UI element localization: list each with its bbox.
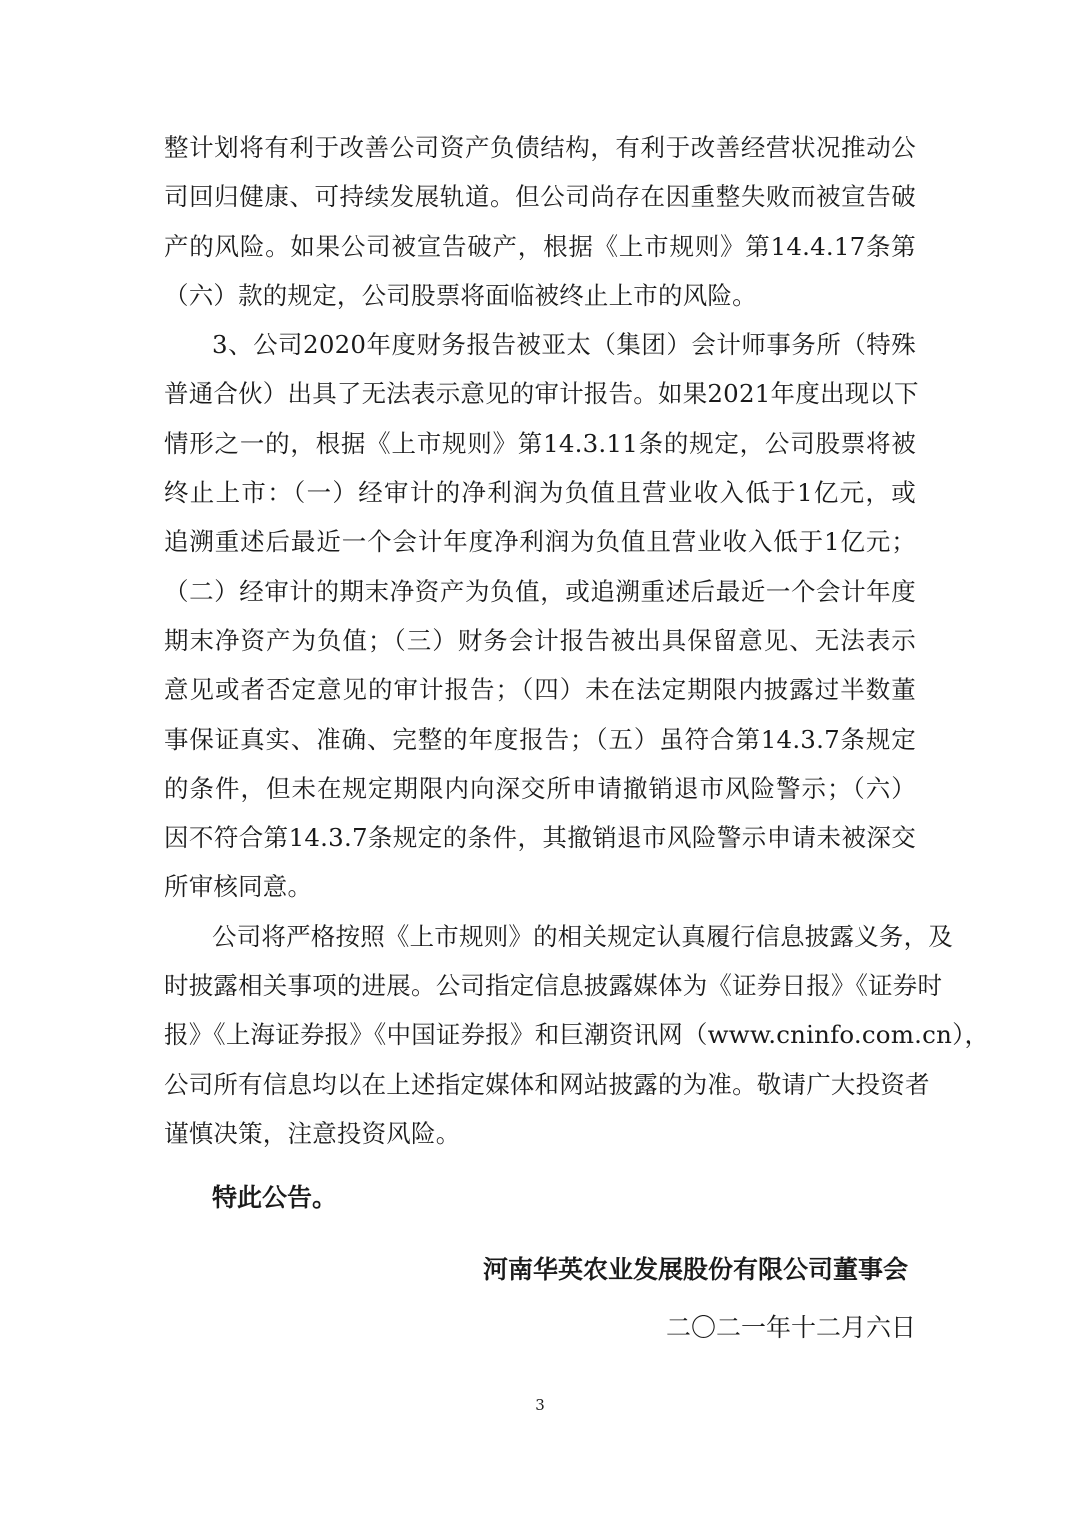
text-line: 普通合伙）出具了无法表示意见的审计报告。如果2021年度出现以下 [164,379,919,409]
text-line: 终止上市：（一）经审计的净利润为负值且营业收入低于1亿元，或 [164,478,916,508]
text-line: 谨慎决策，注意投资风险。 [164,1118,461,1148]
text-line: 意见或者否定意见的审计报告；（四）未在法定期限内披露过半数董 [164,675,916,705]
text-line: 的条件，但未在规定期限内向深交所申请撤销退市风险警示；（六） [164,773,916,803]
page-number: 3 [535,1396,545,1414]
body-text [164,123,990,1158]
text-line: 期末净资产为负值；（三）财务会计报告被出具保留意见、无法表示 [164,625,916,655]
text-line: 整计划将有利于改善公司资产负债结构，有利于改善经营状况推动公 [164,133,916,162]
text-line: 追溯重述后最近一个会计年度净利润为负值且营业收入低于1亿元； [164,527,916,557]
text-line: 司回归健康、可持续发展轨道。但公司尚存在因重整失败而被宣告破 [164,182,916,212]
text-line: 事保证真实、准确、完整的年度报告；（五）虽符合第14.3.7条规定 [164,724,916,754]
text-line: （二）经审计的期末净资产为负值，或追溯重述后最近一个会计年度 [164,576,916,606]
text-line: 因不符合第14.3.7条规定的条件，其撤销退市风险警示申请未被深交 [164,823,916,853]
text-line: 产的风险。如果公司被宣告破产，根据《上市规则》第14.4.17条第 [164,231,916,261]
text-line: 公司所有信息均以在上述指定媒体和网站披露的为准。敬请广大投资者 [164,1069,930,1099]
text-line: 报》《上海证券报》《中国证券报》和巨潮资讯网（www.cninfo.com.cn）， [164,1020,990,1050]
signature-date: 二〇二一年十二月六日 [665,1313,916,1342]
text-line: 3、公司2020年度财务报告被亚太（集团）会计师事务所（特殊 [212,330,916,360]
text-line: 情形之一的，根据《上市规则》第14.3.11条的规定，公司股票将被 [164,428,916,458]
text-line: 所审核同意。 [164,872,313,902]
closing-statement: 特此公告。 [212,1183,338,1212]
signature-company: 河南华英农业发展股份有限公司董事会 [482,1255,908,1284]
text-line: 时披露相关事项的进展。公司指定信息披露媒体为《证券日报》《证券时 [164,971,943,1001]
text-line: （六）款的规定，公司股票将面临被终止上市的风险。 [164,280,757,310]
text-line: 公司将严格按照《上市规则》的相关规定认真履行信息披露义务，及 [212,921,953,951]
